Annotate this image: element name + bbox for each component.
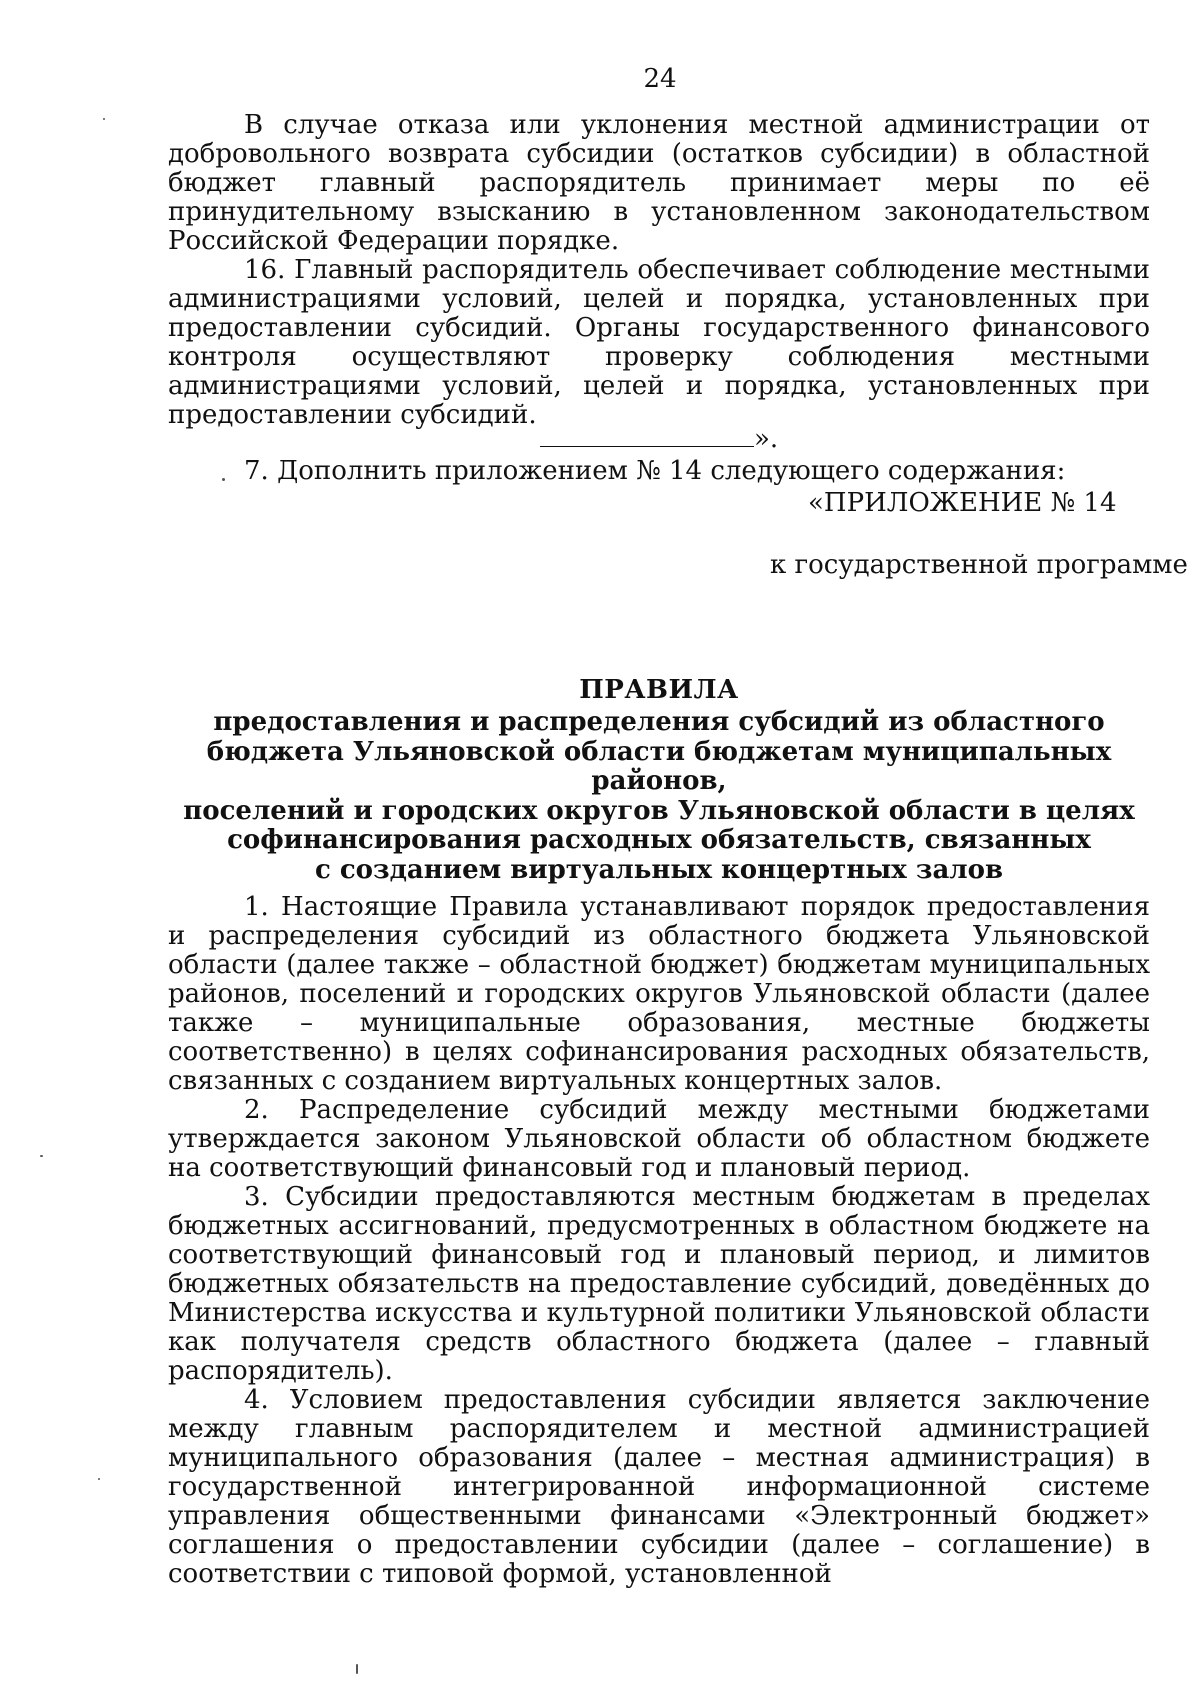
appendix-title: «ПРИЛОЖЕНИЕ № 14 xyxy=(808,488,1117,518)
appendix-subtitle: к государственной программе xyxy=(770,550,1188,580)
rules-subtitle xyxy=(168,708,1150,885)
paragraph-16: 16. Главный распорядитель обеспечивает соблюдение местными администрациями условий, целей и порядка, установленных при предоставлении субсидий. Органы государственного финансового контроля осуществляют проверку соблюдения местными администрациями условий, целей и порядка, установленных при предоставлении субсидий. xyxy=(168,255,1150,430)
rules-paragraph-1: 1. Настоящие Правила устанавливают порядок предоставления и распределения субсидий из областного бюджета Ульяновской области (далее также – областной бюджет) бюджетам муниципальных районов, поселений и городских округов Ульяновской области (далее также – муниципальные образования, местные бюджеты соответственно) в целях софинансирования расходных обязательств, связанных с созданием виртуальных концертных залов. xyxy=(168,892,1150,1096)
scan-speck xyxy=(40,1155,43,1157)
paragraph-refund-refusal: В случае отказа или уклонения местной администрации от добровольного возврата субсидии (остатков субсидии) в областной бюджет главный распорядитель принимает меры по её принудительному взысканию в установленном законодательством Российской Федерации порядке. xyxy=(168,110,1150,256)
scan-speck xyxy=(98,1478,100,1480)
closing-quote: ». xyxy=(754,424,779,454)
scan-speck xyxy=(356,1664,358,1674)
rules-paragraph-4: 4. Условием предоставления субсидии является заключение между главным распорядителем и местной администрацией муниципального образования (далее – местная администрация) в государственной интегрированной информационной системе управления общественными финансами «Электронный бюджет» соглашения о предоставлении субсидии (далее – соглашение) в соответствии с типовой формой, установленной xyxy=(168,1385,1150,1589)
rules-body xyxy=(168,893,1150,1589)
closing-line xyxy=(540,424,778,454)
rules-paragraph-2: 2. Распределение субсидий между местными бюджетами утверждается законом Ульяновской области об областном бюджете на соответствующий финансовый год и плановый период. xyxy=(168,1095,1150,1183)
continuation-text xyxy=(168,111,1150,430)
scan-speck xyxy=(222,478,225,481)
rules-heading: ПРАВИЛА xyxy=(579,675,739,705)
rules-subtitle-line: предоставления и распределения субсидий из областного xyxy=(213,707,1105,737)
page-number: 24 xyxy=(643,64,677,94)
rules-paragraph-3: 3. Субсидии предоставляются местным бюджетам в пределах бюджетных ассигнований, предусмотренных в областном бюджете на соответствующий финансовый год и плановый период, и лимитов бюджетных обязательств на предоставление субсидий, доведённых до Министерства искусства и культурной политики Ульяновской области как получателя средств областного бюджета (далее – главный распорядитель). xyxy=(168,1182,1150,1386)
signature-underline xyxy=(540,424,754,447)
rules-subtitle-line: поселений и городских округов Ульяновской области в целях xyxy=(183,795,1135,826)
rules-subtitle-line: бюджета Ульяновской области бюджетам муниципальных районов, xyxy=(206,736,1112,796)
rules-subtitle-line: софинансирования расходных обязательств, связанных xyxy=(227,825,1091,855)
item-7: 7. Дополнить приложением № 14 следующего содержания: xyxy=(244,456,1066,486)
scan-speck xyxy=(103,118,105,120)
rules-subtitle-line: с созданием виртуальных концертных залов xyxy=(314,854,1004,885)
